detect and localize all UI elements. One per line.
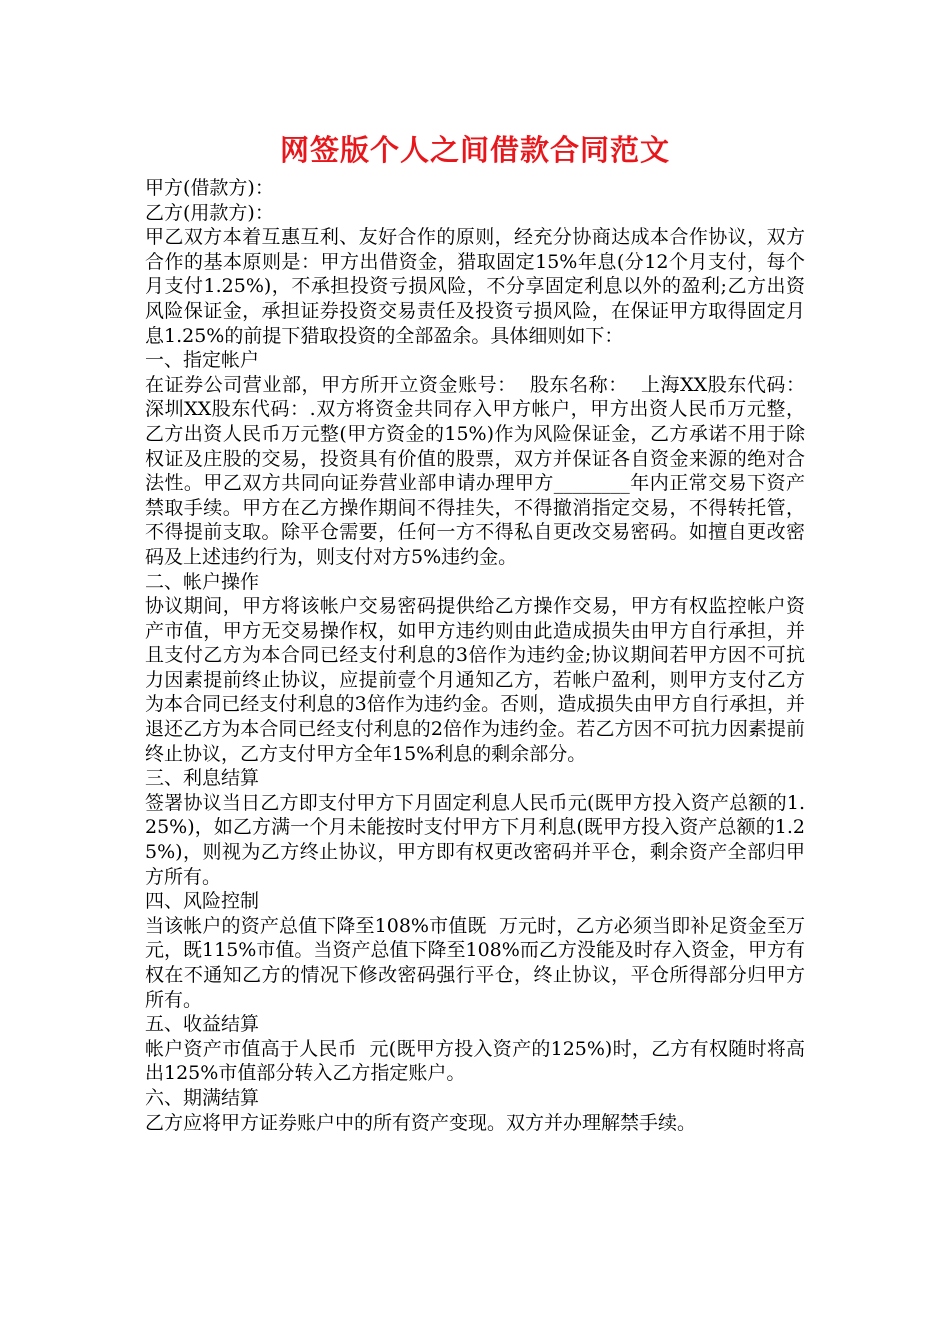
section-body-maturity: 乙方应将甲方证券账户中的所有资产变现。双方并办理解禁手续。 [145, 1111, 697, 1134]
party-b-line: 乙方(用款方)： [145, 201, 274, 224]
document-page [145, 128, 818, 1135]
section-heading-earnings: 五、收益结算 [145, 1013, 260, 1036]
party-a-line: 甲方(借款方)： [145, 177, 274, 199]
intro-paragraph: 甲乙双方本着互惠互利、友好合作的原则，经充分协商达成本合作协议，双方合作的基本原则是：甲方出借资金，猎取固定15%年息(分12个月支付，每个月支付1.25%)，不承担投资亏损风险，不分享固定利息以外的盈利;乙方出资风险保证金，承担证券投资交易责任及投资亏损风险，在保证甲方取得固定月息1.25%的前提下猎取投资的全部盈余。具体细则如下： [145, 226, 805, 347]
section-heading-risk: 四、风险控制 [145, 890, 260, 913]
section-body-account: 在证券公司营业部，甲方所开立资金账号： 股东名称： 上海XX股东代码： 深圳XX股东代码：.双方将资金共同存入甲方帐户，甲方出资人民币万元整，乙方出资人民币万元整(甲方资金的15%)作为风险保证金，乙方承诺不用于除权证及庄股的交易，投资具有价值的股票，双方并保证各自资金来源的绝对合法性。甲乙双方共同向证券营业部申请办理甲方________年内正常交易下资产禁取手续。甲方在乙方操作期间不得挂失，不得撤消指定交易，不得转托管，不得提前支取。除平仓需要，任何一方不得私自更改交易密码。如擅自更改密码及上述违约行为，则支付对方5%违约金。 [145, 373, 818, 568]
section-body-operation: 协议期间，甲方将该帐户交易密码提供给乙方操作交易，甲方有权监控帐户资产市值，甲方无交易操作权，如甲方违约则由此造成损失由甲方自行承担，并且支付乙方为本合同已经支付利息的3倍作为违约金;协议期间若甲方因不可抗力因素提前终止协议，应提前壹个月通知乙方，若帐户盈利，则甲方支付乙方为本合同已经支付利息的3倍作为违约金。否则，造成损失由甲方自行承担，并退还乙方为本合同已经支付利息的2倍作为违约金。若乙方因不可抗力因素提前终止协议，乙方支付甲方全年15%利息的剩余部分。 [145, 595, 805, 765]
section-heading-maturity: 六、期满结算 [145, 1086, 260, 1109]
section-body-earnings: 帐户资产市值高于人民币 元(既甲方投入资产的125%)时，乙方有权随时将高出125%市值部分转入乙方指定账户。 [145, 1037, 805, 1085]
section-body-interest: 签署协议当日乙方即支付甲方下月固定利息人民币元(既甲方投入资产总额的1.25%)，如乙方满一个月未能按时支付甲方下月利息(既甲方投入资产总额的1.25%)，则视为乙方终止协议，甲方即有权更改密码并平仓，剩余资产全部归甲方所有。 [145, 791, 805, 888]
section-body-risk: 当该帐户的资产总值下降至108%市值既 万元时，乙方必须当即补足资金至万元，既115%市值。当资产总值下降至108%而乙方没能及时存入资金，甲方有权在不通知乙方的情况下修改密码强行平仓，终止协议，平仓所得部分归甲方所有。 [145, 914, 805, 1011]
section-heading-account: 一、指定帐户 [145, 349, 260, 372]
section-heading-interest: 三、利息结算 [145, 767, 260, 790]
section-heading-operation: 二、帐户操作 [145, 570, 260, 593]
document-title: 网签版个人之间借款合同范文 [279, 133, 670, 167]
